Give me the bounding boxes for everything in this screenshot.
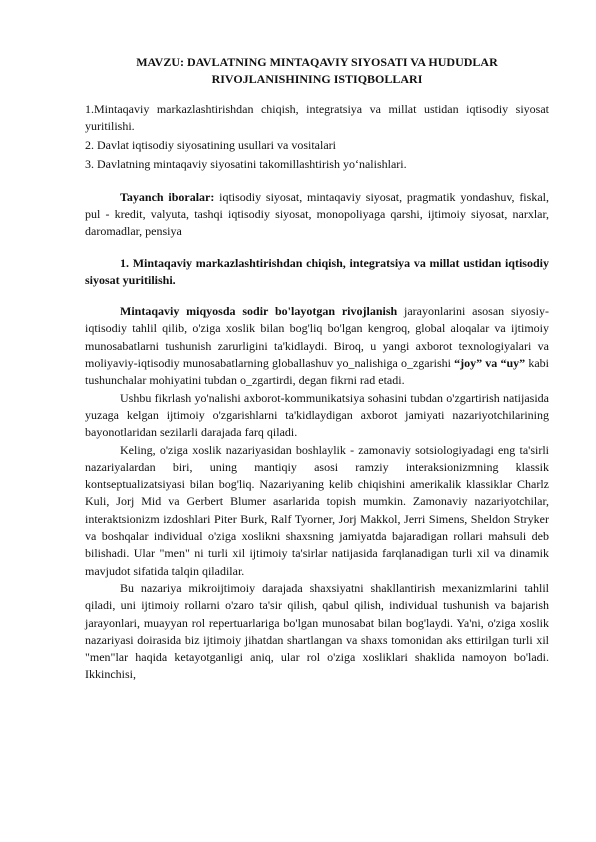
plan-item-1: 1.Mintaqaviy markazlashtirishdan chiqish, integratsiya va millat ustidan iqtisodiy siyosat yuritilishi. bbox=[85, 102, 549, 134]
spacer bbox=[85, 289, 549, 303]
keywords-label: Tayanch iboralar: bbox=[120, 189, 215, 204]
paragraph-text: jarayonlarini asosan siyosiy-iqtisodiy tahlil qilib, o'ziga xoslik bilan bog'liq bo'lgan kengroq, global aloqalar va ijtimoiy munosabatlarni tushunish zarurligini ta'kidlaydi. Biroq, u yangi axborot texnologiyalari va moliyaviy-iqtisodiy munosabatlarning globallashuv yo_nalishiga o_zgarishi bbox=[85, 304, 550, 371]
spacer bbox=[85, 175, 549, 189]
keywords-text: iqtisodiy siyosat, mintaqaviy siyosat, pragmatik yondashuv, fiskal, pul - kredit, valyuta, tashqi iqtisodiy siyosat, monopoliyaga qarshi, ijtimoiy siyosat, narxlar, daromadlar, pensiya bbox=[85, 189, 549, 239]
body-paragraph-4: Bu nazariya mikroijtimoiy darajada shaxsiyatni shakllantirish mexanizmlarini tahlil qiladi, uni ijtimoiy rollarni o'zaro ta'sir qilish, qabul qilish, individual tushunish va bajarish jarayonlari, muayyan rol repertuarlariga bo'lgan munosabat bilan bog'laydi. Ya'ni, o'ziga xoslik nazariyasi doirasida biz ijtimoiy jihatdan shartlangan va shaxs tomonidan aks ettirilgan turli xil "men"lar haqida ketayotganligi aniq, ular rol o'ziga xosliklari shaklida namoyon bo'ladi. Ikkinchisi, bbox=[85, 580, 549, 682]
plan-list bbox=[85, 101, 549, 173]
paragraph-text: kabi tushunchalar mohiyatini tubdan o_zgartirdi, degan fikrni rad etadi. bbox=[85, 356, 549, 388]
plan-item-3: 3. Davlatning mintaqaviy siyosatini takomillashtirish yo‘nalishlari. bbox=[85, 156, 407, 171]
paragraph-lead: Mintaqaviy miqyosda sodir bo'layotgan rivojlanish bbox=[120, 304, 398, 319]
document-title: MAVZU: DAVLATNING MINTAQAVIY SIYOSATI VA HUDUDLAR RIVOJLANISHINING ISTIQBOLLARI bbox=[136, 55, 498, 86]
paragraph-emphasis: “joy” va “uy” bbox=[454, 356, 526, 371]
keywords-paragraph bbox=[85, 189, 549, 241]
document-page bbox=[85, 54, 549, 684]
section-heading-1: 1. Mintaqaviy markazlashtirishdan chiqish, integratsiya va millat ustidan iqtisodiy siyosat yuritilishi. bbox=[85, 255, 549, 287]
body-paragraph-3: Keling, o'ziga xoslik nazariyasidan boshlaylik - zamonaviy sotsiologiyadagi eng ta'sirli nazariyalardan biri, uning mantiqiy asosi ramziy interaksionizmning klassik kontseptualizatsiyasi bilan bog'liq. Nazariyaning kelib chiqishini amerikalik klassiklar Charlz Kuli, Jorj Mid va Gerbert Blumer asarlarida topish mumkin. Zamonaviy nazariyotchilar, interaktsionizm izdoshlari Piter Burk, Ralf Tyorner, Jorj Makkol, Jerri Simens, Sheldon Stryker va boshqalar individual o'ziga xoslikni shaxsning jamiyatda bajaradigan rollari mahsuli deb bilishadi. Ular "men" ni turli xil ijtimoiy ta'sirlar natijasida farqlanadigan turli xil va dinamik mavjudot sifatida talqin qiladilar. bbox=[85, 442, 549, 578]
spacer bbox=[85, 241, 549, 255]
body-paragraph-1 bbox=[85, 303, 549, 389]
body-paragraph-2: Ushbu fikrlash yo'nalishi axborot-kommunikatsiya sohasini tubdan o'zgartirish natijasida yuzaga kelgan ijtimoiy o'zgarishlarni ta'kidlaydigan axborot jamiyati nazariyotchilarining bayonotlaridan sezilarli darajada farq qiladi. bbox=[85, 390, 549, 440]
plan-item-2: 2. Davlat iqtisodiy siyosatining usullari va vositalari bbox=[85, 138, 336, 153]
